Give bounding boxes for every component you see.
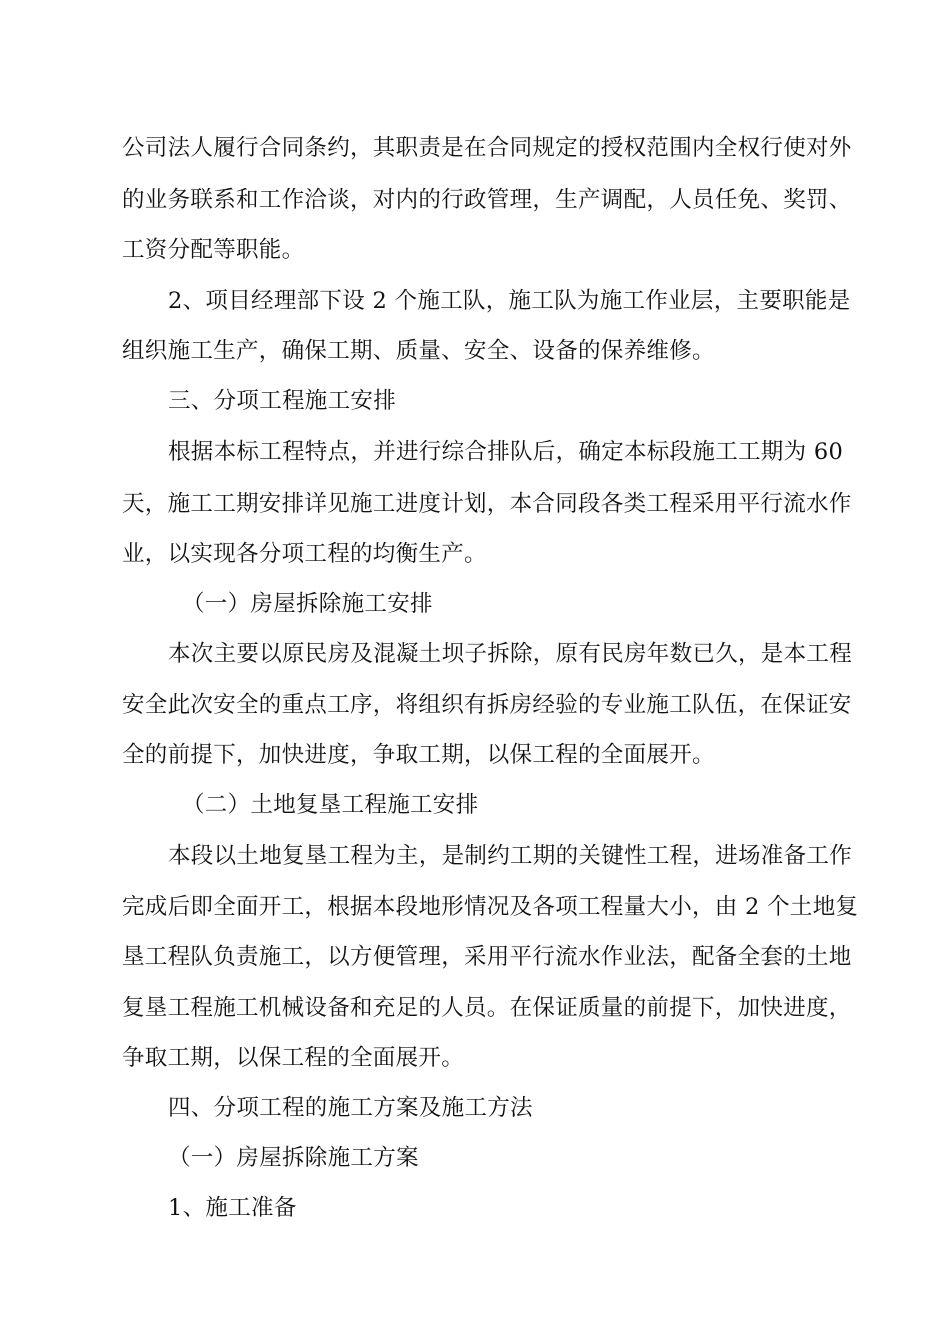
paragraph-line: 垦工程队负责施工，以方便管理，采用平行流水作业法，配备全套的土地 [122,944,852,970]
paragraph-line: 根据本标工程特点，并进行综合排队后，确定本标段施工工期为 60 [168,439,844,465]
paragraph-line: 的业务联系和工作洽谈，对内的行政管理，生产调配，人员任免、奖罚、 [122,187,852,213]
section-heading: 三、分项工程施工安排 [168,388,397,414]
paragraph-line: 全的前提下，加快进度，争取工期，以保工程的全面展开。 [122,742,715,768]
paragraph-line: 2、项目经理部下设 2 个施工队，施工队为施工作业层，主要职能是 [168,288,851,314]
subsection-heading: （一）房屋拆除施工方案 [168,1145,419,1171]
paragraph-line: 公司法人履行合同条约，其职责是在合同规定的授权范围内全权行使对外 [122,135,852,161]
section-heading: 四、分项工程的施工方案及施工方法 [168,1095,533,1121]
paragraph-line: 本段以土地复垦工程为主，是制约工期的关键性工程，进场准备工作 [168,843,853,869]
item-heading: 1、施工准备 [168,1195,297,1221]
paragraph-line: 业，以实现各分项工程的均衡生产。 [122,541,487,567]
paragraph-line: 安全此次安全的重点工序，将组织有拆房经验的专业施工队伍，在保证安 [122,692,852,718]
paragraph-line: 完成后即全面开工，根据本段地形情况及各项工程量大小，由 2 个土地复 [122,894,859,920]
subsection-heading: （二）土地复垦工程施工安排 [182,792,479,818]
subsection-heading: （一）房屋拆除施工安排 [182,591,433,617]
paragraph-line: 组织施工生产，确保工期、质量、安全、设备的保养维修。 [122,338,715,364]
paragraph-line: 本次主要以原民房及混凝土坝子拆除，原有民房年数已久，是本工程 [168,641,853,667]
paragraph-line: 工资分配等职能。 [122,237,305,263]
paragraph-line: 复垦工程施工机械设备和充足的人员。在保证质量的前提下，加快进度， [122,995,852,1021]
paragraph-line: 天，施工工期安排详见施工进度计划，本合同段各类工程采用平行流水作 [122,491,852,517]
paragraph-line: 争取工期，以保工程的全面展开。 [122,1045,465,1071]
